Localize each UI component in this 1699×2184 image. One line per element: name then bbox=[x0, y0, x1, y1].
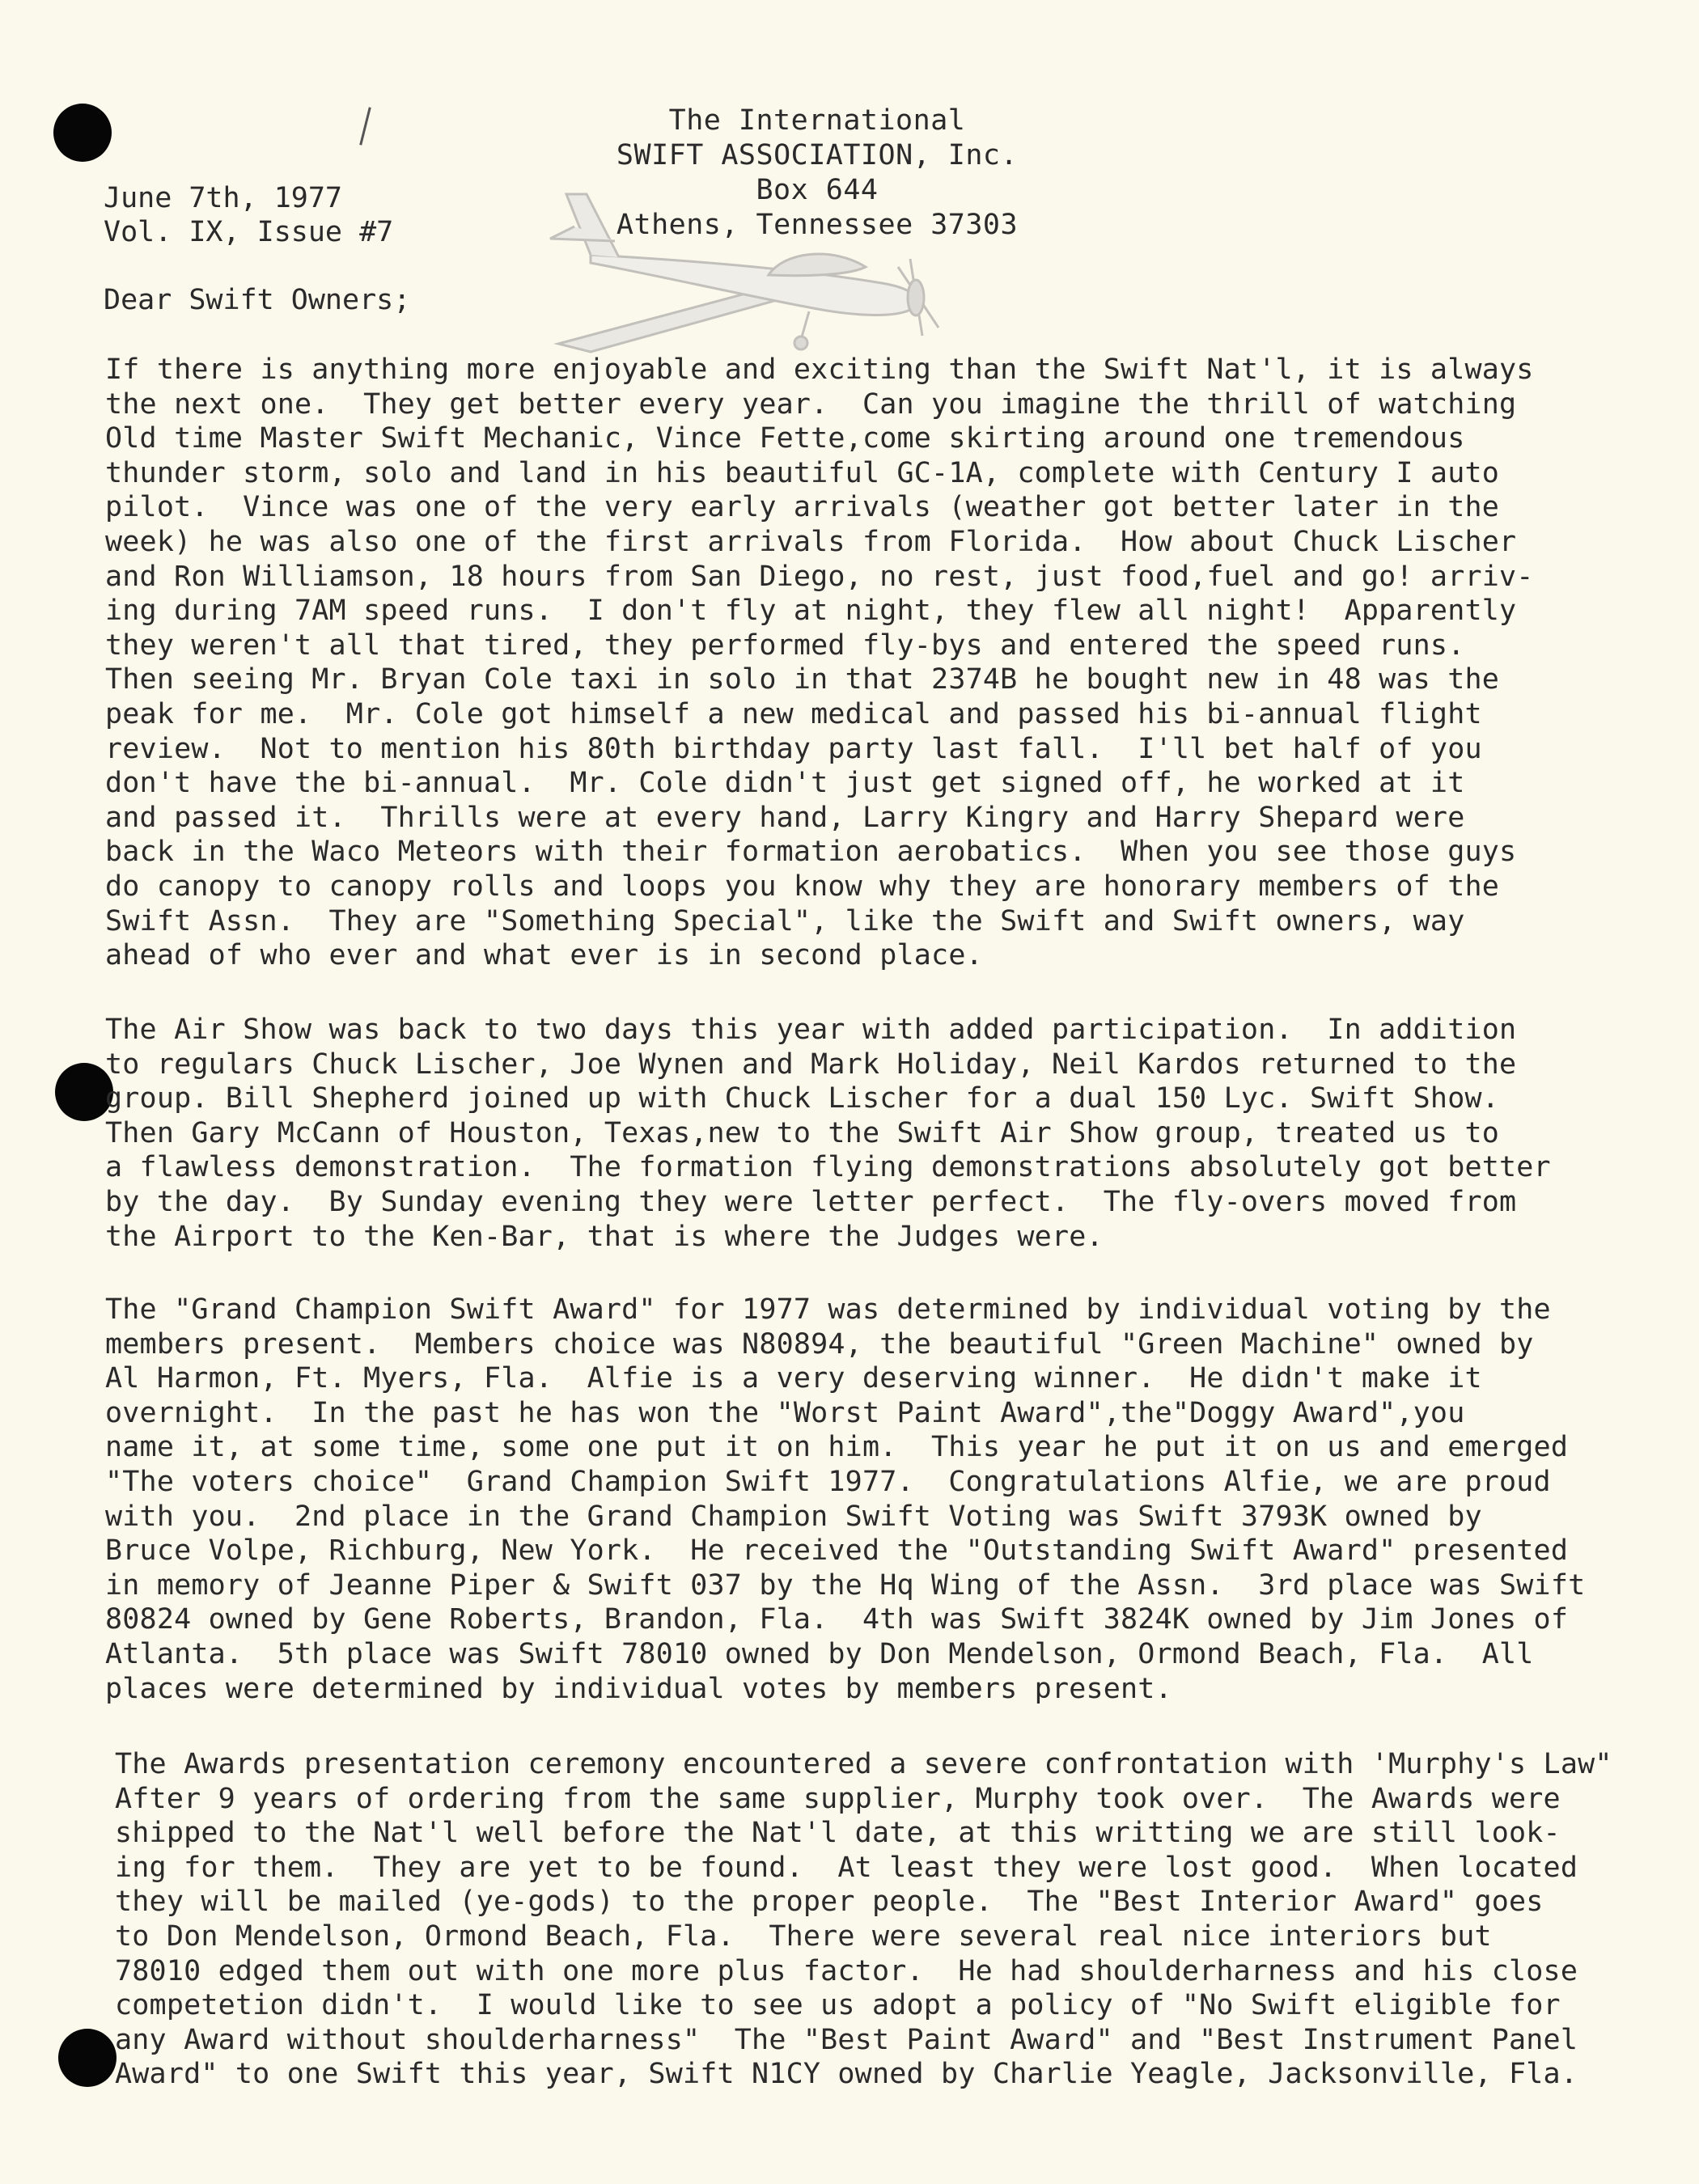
text-line: and Ron Williamson, 18 hours from San Diego, no rest, just food,fuel and go! arriv- bbox=[105, 560, 1534, 593]
text-line: do canopy to canopy rolls and loops you know why they are honorary members of the bbox=[105, 870, 1500, 903]
text-line: competetion didn't. I would like to see us adopt a policy of "No Swift eligible for bbox=[115, 1989, 1561, 2022]
text-line: Then Gary McCann of Houston, Texas,new to the Swift Air Show group, treated us to bbox=[105, 1116, 1500, 1149]
text-line: they weren't all that tired, they performed fly-bys and entered the speed runs. bbox=[105, 629, 1465, 662]
text-line: If there is anything more enjoyable and exciting than the Swift Nat'l, it is always bbox=[105, 353, 1534, 386]
text-line: The "Grand Champion Swift Award" for 1977 was determined by individual voting by the bbox=[105, 1293, 1551, 1326]
text-line: shipped to the Nat'l well before the Nat'l date, at this writting we are still look- bbox=[115, 1817, 1561, 1850]
text-line: pilot. Vince was one of the very early arrivals (weather got better later in the bbox=[105, 491, 1500, 524]
text-line: overnight. In the past he has won the "Worst Paint Award",the"Doggy Award",you bbox=[105, 1396, 1465, 1429]
paragraph-1 bbox=[105, 353, 1610, 973]
text-line: ing during 7AM speed runs. I don't fly at night, they flew all night! Apparently bbox=[105, 595, 1517, 628]
letterhead-line: The International bbox=[668, 104, 966, 137]
text-line: review. Not to mention his 80th birthday party last fall. I'll bet half of you bbox=[105, 732, 1482, 765]
text-line: the next one. They get better every year. Can you imagine the thrill of watching bbox=[105, 387, 1517, 421]
letterhead-po-box: Box 644 bbox=[756, 174, 879, 206]
text-line: "The voters choice" Grand Champion Swift 1977. Congratulations Alfie, we are proud bbox=[105, 1465, 1551, 1498]
text-line: week) he was also one of the first arrivals from Florida. How about Chuck Lischer bbox=[105, 525, 1517, 558]
letterhead-address: Athens, Tennessee 37303 bbox=[616, 209, 1019, 241]
text-line: ing for them. They are yet to be found. At least they were lost good. When located bbox=[115, 1851, 1578, 1884]
pen-mark bbox=[359, 107, 371, 145]
text-line: 80824 owned by Gene Roberts, Brandon, Fla. 4th was Swift 3824K owned by Jim Jones of bbox=[105, 1603, 1569, 1636]
text-line: in memory of Jeanne Piper & Swift 037 by the Hq Wing of the Assn. 3rd place was Swift bbox=[105, 1568, 1586, 1602]
text-line: Atlanta. 5th place was Swift 78010 owned by Don Mendelson, Ormond Beach, Fla. All bbox=[105, 1637, 1534, 1670]
text-line: ahead of who ever and what ever is in second place. bbox=[105, 939, 983, 972]
text-line: 78010 edged them out with one more plus factor. He had shoulderharness and his close bbox=[115, 1954, 1578, 1987]
text-line: Award" to one Swift this year, Swift N1CY owned by Charlie Yeagle, Jacksonville, Fla. bbox=[115, 2058, 1578, 2091]
text-line: peak for me. Mr. Cole got himself a new medical and passed his bi-annual flight bbox=[105, 697, 1482, 730]
punch-hole-bottom bbox=[58, 2029, 117, 2087]
paragraph-2 bbox=[105, 1013, 1610, 1254]
text-line: places were determined by individual votes by members present. bbox=[105, 1672, 1172, 1705]
text-line: The Awards presentation ceremony encountered a severe confrontation with 'Murphy's Law" bbox=[115, 1748, 1612, 1780]
text-line: back in the Waco Meteors with their formation aerobatics. When you see those guys bbox=[105, 836, 1517, 869]
text-line: they will be mailed (ye-gods) to the proper people. The "Best Interior Award" goes bbox=[115, 1886, 1544, 1919]
issue-date: June 7th, 1977 bbox=[104, 182, 343, 214]
text-line: to Don Mendelson, Ormond Beach, Fla. There were several real nice interiors but bbox=[115, 1919, 1492, 1953]
issue-info bbox=[104, 181, 393, 249]
text-line: and passed it. Thrills were at every hand, Larry Kingry and Harry Shepard were bbox=[105, 801, 1465, 834]
text-line: group. Bill Shepherd joined up with Chuck Lischer for a dual 150 Lyc. Swift Show. bbox=[105, 1082, 1500, 1115]
text-line: the Airport to the Ken-Bar, that is where the Judges were. bbox=[105, 1220, 1104, 1253]
text-line: by the day. By Sunday evening they were letter perfect. The fly-overs moved from bbox=[105, 1185, 1517, 1218]
paragraph-4 bbox=[115, 1747, 1620, 2092]
text-line: The Air Show was back to two days this year with added participation. In addition bbox=[105, 1014, 1517, 1046]
text-line: any Award without shoulderharness" The "Best Paint Award" and "Best Instrument Panel bbox=[115, 2023, 1578, 2056]
organization-name: SWIFT ASSOCIATION, Inc. bbox=[616, 139, 1019, 171]
text-line: Old time Master Swift Mechanic, Vince Fette,come skirting around one tremendous bbox=[105, 422, 1465, 455]
text-line: don't have the bi-annual. Mr. Cole didn't just get signed off, he worked at it bbox=[105, 767, 1465, 800]
text-line: Swift Assn. They are "Something Special", like the Swift and Swift owners, way bbox=[105, 904, 1465, 938]
text-line: members present. Members choice was N80894, the beautiful "Green Machine" owned by bbox=[105, 1327, 1534, 1361]
text-line: thunder storm, solo and land in his beautiful GC-1A, complete with Century I auto bbox=[105, 456, 1500, 489]
issue-volume: Vol. IX, Issue #7 bbox=[104, 216, 394, 248]
text-line: name it, at some time, some one put it on him. This year he put it on us and emerged bbox=[105, 1431, 1569, 1464]
text-line: Bruce Volpe, Richburg, New York. He received the "Outstanding Swift Award" presented bbox=[105, 1534, 1569, 1568]
letterhead bbox=[566, 104, 1068, 243]
text-line: After 9 years of ordering from the same supplier, Murphy took over. The Awards were bbox=[115, 1782, 1561, 1815]
text-line: a flawless demonstration. The formation flying demonstrations absolutely got better bbox=[105, 1151, 1551, 1184]
text-line: Then seeing Mr. Bryan Cole taxi in solo in that 2374B he bought new in 48 was the bbox=[105, 663, 1500, 696]
text-line: with you. 2nd place in the Grand Champion Swift Voting was Swift 3793K owned by bbox=[105, 1500, 1482, 1533]
paragraph-3 bbox=[105, 1293, 1610, 1706]
punch-hole-top bbox=[53, 104, 112, 162]
text-line: Al Harmon, Ft. Myers, Fla. Alfie is a very deserving winner. He didn't make it bbox=[105, 1362, 1482, 1395]
salutation: Dear Swift Owners; bbox=[104, 284, 411, 316]
text-line: to regulars Chuck Lischer, Joe Wynen and Mark Holiday, Neil Kardos returned to the bbox=[105, 1048, 1517, 1081]
